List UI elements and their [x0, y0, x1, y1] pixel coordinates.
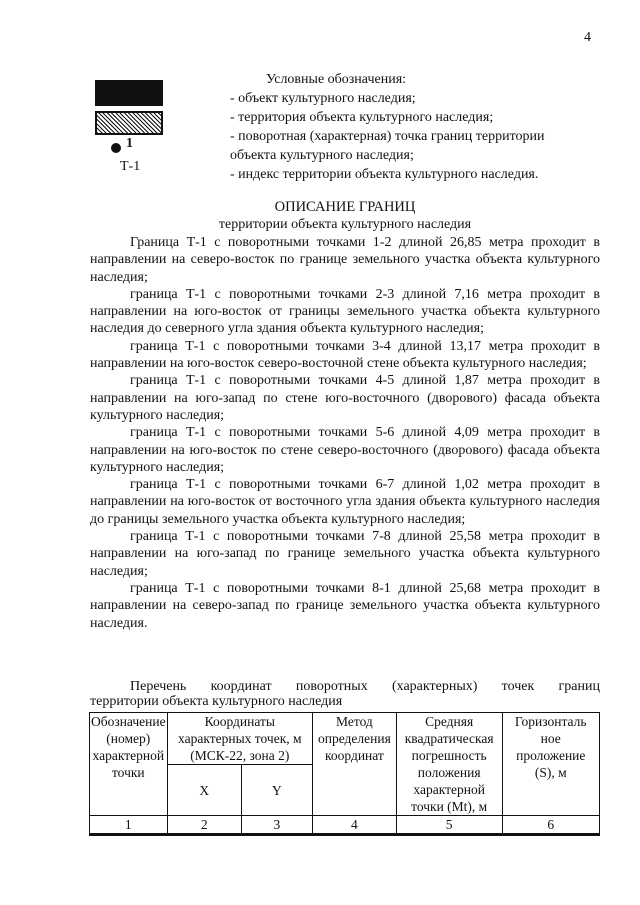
column-number: 5: [396, 816, 502, 835]
legend-text: [230, 70, 600, 184]
column-number: 3: [241, 816, 312, 835]
page-number: 4: [584, 30, 591, 45]
boundary-description: [90, 234, 600, 632]
boundary-paragraph: граница Т-1 с поворотными точками 6-7 длиной 1,02 метра проходит в направлении на юго-восток от восточного угла здания объекта культурного наследия до границы земельного участка объекта культурного наследия;: [90, 477, 600, 527]
header-line: положения: [417, 765, 481, 780]
table-header-row: [90, 713, 600, 765]
table-column-numbers-row: [90, 816, 600, 835]
header-line: Метод: [336, 714, 373, 729]
header-horizontal-distance: [502, 713, 600, 816]
header-line: точки (Mt), м: [411, 799, 488, 814]
list-intro-line: Перечень координат поворотных (характерных) точек границ: [130, 679, 600, 694]
header-line: характерной: [92, 748, 165, 763]
header-x: X: [167, 765, 241, 816]
boundary-paragraph: граница Т-1 с поворотными точками 7-8 длиной 25,58 метра проходит в направлении на юго-запад по границе земельного участка объекта культурного наследия;: [90, 529, 600, 579]
section-heading: ОПИСАНИЕ ГРАНИЦ: [274, 199, 416, 215]
column-number: 1: [90, 816, 168, 835]
boundary-paragraph: граница Т-1 с поворотными точками 3-4 длиной 13,17 метра проходит в направлении на юго-восток северо-восточной стене объекта культурного наследия;: [90, 338, 600, 372]
header-line: координат: [325, 748, 384, 763]
legend-item: - территория объекта культурного наследия;: [230, 110, 494, 125]
legend-item: - индекс территории объекта культурного наследия.: [230, 167, 539, 182]
header-coordinates: [167, 713, 312, 765]
boundary-paragraph: граница Т-1 с поворотными точками 4-5 длиной 1,87 метра проходит в направлении на юго-запад по стене юго-восточного (дворового) фасада объекта культурного наследия;: [90, 373, 600, 423]
header-method: [313, 713, 397, 816]
boundary-paragraph: граница Т-1 с поворотными точками 2-3 длиной 7,16 метра проходит в направлении на юго-восток от границы земельного участка объекта культурного наследия до северного угла здания объекта культурного наследия;: [90, 286, 600, 337]
header-line: погрешность: [411, 748, 487, 763]
legend-title: Условные обозначения:: [266, 72, 407, 87]
coordinates-table: [89, 712, 600, 836]
header-mean-square-error: [396, 713, 502, 816]
header-line: Обозначение: [91, 714, 166, 729]
header-line: проложение: [516, 748, 586, 763]
section-subheading: территории объекта культурного наследия: [218, 217, 472, 232]
header-line: определения: [318, 731, 391, 746]
header-line: ное: [540, 731, 561, 746]
header-point-designation: [90, 713, 168, 816]
header-line: (номер): [106, 731, 151, 746]
column-number: 2: [167, 816, 241, 835]
legend-item: - объект культурного наследия;: [230, 91, 416, 106]
boundary-paragraph: граница Т-1 с поворотными точками 8-1 длиной 25,68 метра проходит в направлении на северо-запад по границе земельного участка объекта культурного наследия.: [90, 580, 600, 631]
legend-heritage-object-symbol: [95, 80, 163, 106]
column-number: 4: [313, 816, 397, 835]
legend-item: объекта культурного наследия;: [230, 148, 414, 163]
header-line: (S), м: [534, 765, 567, 780]
header-line: Средняя: [425, 714, 474, 729]
legend-point-marker-icon: [111, 143, 121, 153]
legend-point-number: 1: [126, 136, 133, 151]
header-line: Горизонталь: [514, 714, 587, 729]
header-line: Координаты: [204, 714, 275, 729]
boundary-paragraph: граница Т-1 с поворотными точками 5-6 длиной 4,09 метра проходит в направлении на юго-восток по стене северо-восточного (дворового) фасада объекта культурного наследия;: [90, 425, 600, 475]
header-line: характерных точек, м: [178, 731, 302, 746]
column-number: 6: [502, 816, 600, 835]
header-y: Y: [241, 765, 312, 816]
header-line: характерной: [413, 782, 485, 797]
coordinates-list-intro: [90, 679, 600, 709]
boundary-paragraph: Граница Т-1 с поворотными точками 1-2 длиной 26,85 метра проходит в направлении на северо-восток по границе земельного участка объекта культурного наследия;: [90, 235, 600, 285]
header-line: (МСК-22, зона 2): [190, 748, 290, 763]
legend-territory-index: Т-1: [120, 159, 141, 174]
header-line: точки: [111, 765, 145, 780]
legend-item: - поворотная (характерная) точка границ территории: [230, 129, 545, 144]
legend-heritage-territory-symbol: [95, 111, 163, 135]
list-intro-line: территории объекта культурного наследия: [90, 694, 343, 709]
header-line: квадратическая: [404, 731, 494, 746]
